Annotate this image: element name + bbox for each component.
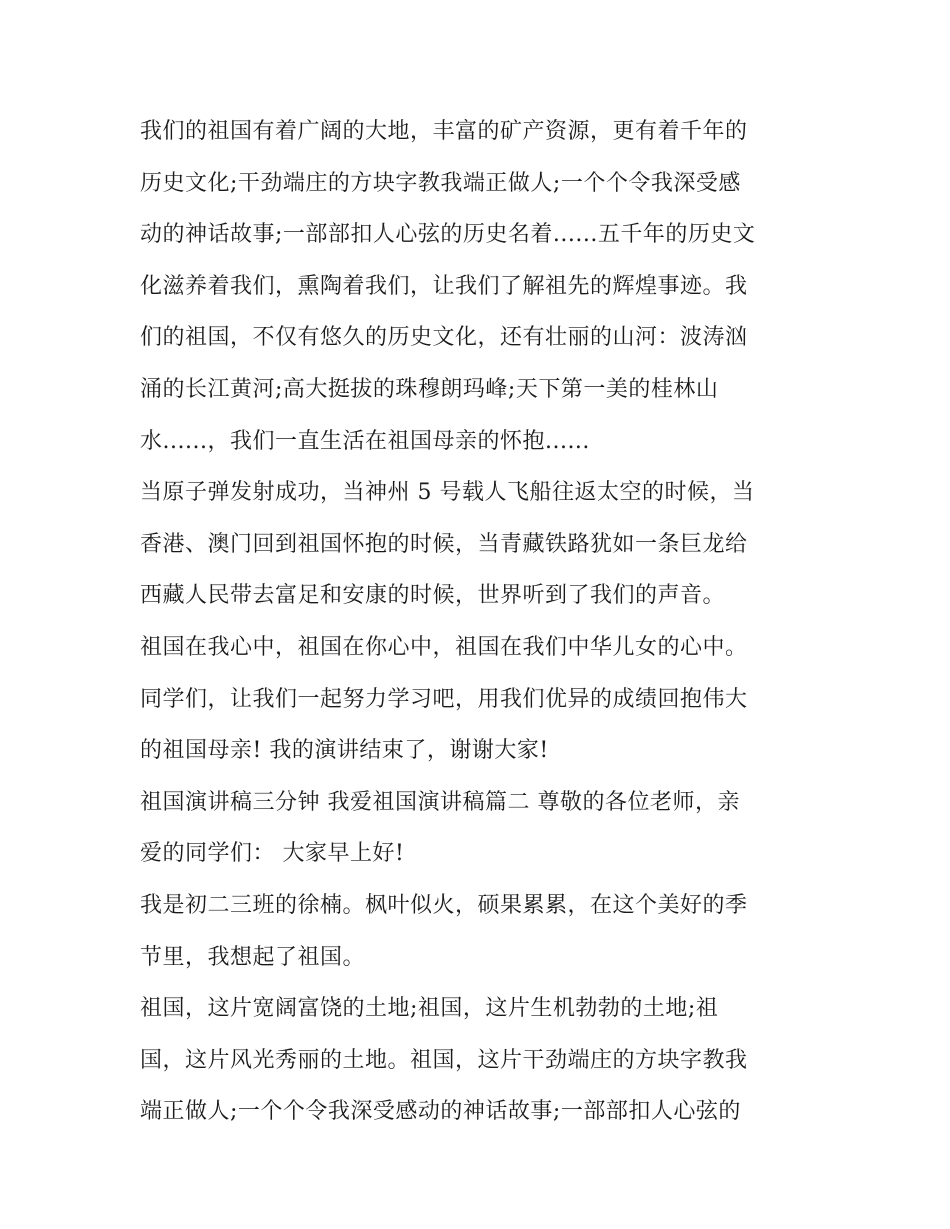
text-line: 历史文化;干劲端庄的方块字教我端正做人;一个个令我深受感 [140,170,741,196]
document-body [140,106,820,1138]
text-line: 涌的长江黄河;高大挺拔的珠穆朗玛峰;天下第一美的桂林山 [140,376,719,402]
text-line: 国，这片风光秀丽的土地。祖国，这片干劲端庄的方块字教我 [140,1047,748,1073]
text-line: 同学们，让我们一起努力学习吧，用我们优异的成绩回抱伟大 [140,686,748,712]
text-line: 的祖国母亲! 我的演讲结束了，谢谢大家! [140,738,549,764]
text-line: 爱的同学们： 大家早上好! [140,841,405,867]
text-line: 我们的祖国有着广阔的大地，丰富的矿产资源，更有着千年的 [140,119,748,144]
text-line: 水......，我们一直生活在祖国母亲的怀抱...... [140,428,590,454]
text-line: 化滋养着我们，熏陶着我们，让我们了解祖先的辉煌事迹。我 [140,273,748,299]
text-line: 们的祖国，不仅有悠久的历史文化，还有壮丽的山河：波涛汹 [140,325,748,351]
text-line: 祖国，这片宽阔富饶的土地;祖国，这片生机勃勃的土地;祖 [140,996,719,1022]
text-line: 节里，我想起了祖国。 [140,944,366,970]
text-line: 西藏人民带去富足和安康的时候，世界听到了我们的声音。 [140,583,726,609]
text-line: 端正做人;一个个令我深受感动的神话故事;一部部扣人心弦的 [140,1099,741,1125]
text-line: 当原子弹发射成功，当神州 5 号载人飞船往返太空的时候，当 [140,480,755,506]
text-line: 香港、澳门回到祖国怀抱的时候，当青藏铁路犹如一条巨龙给 [140,531,748,557]
text-line: 动的神话故事;一部部扣人心弦的历史名着......五千年的历史文 [140,222,756,248]
text-line: 祖国演讲稿三分钟 我爱祖国演讲稿篇二 尊敬的各位老师，亲 [140,789,740,815]
text-line: 祖国在我心中，祖国在你心中，祖国在我们中华儿女的心中。 [140,634,748,660]
text-line: 我是初二三班的徐楠。枫叶似火，硕果累累，在这个美好的季 [140,892,748,918]
